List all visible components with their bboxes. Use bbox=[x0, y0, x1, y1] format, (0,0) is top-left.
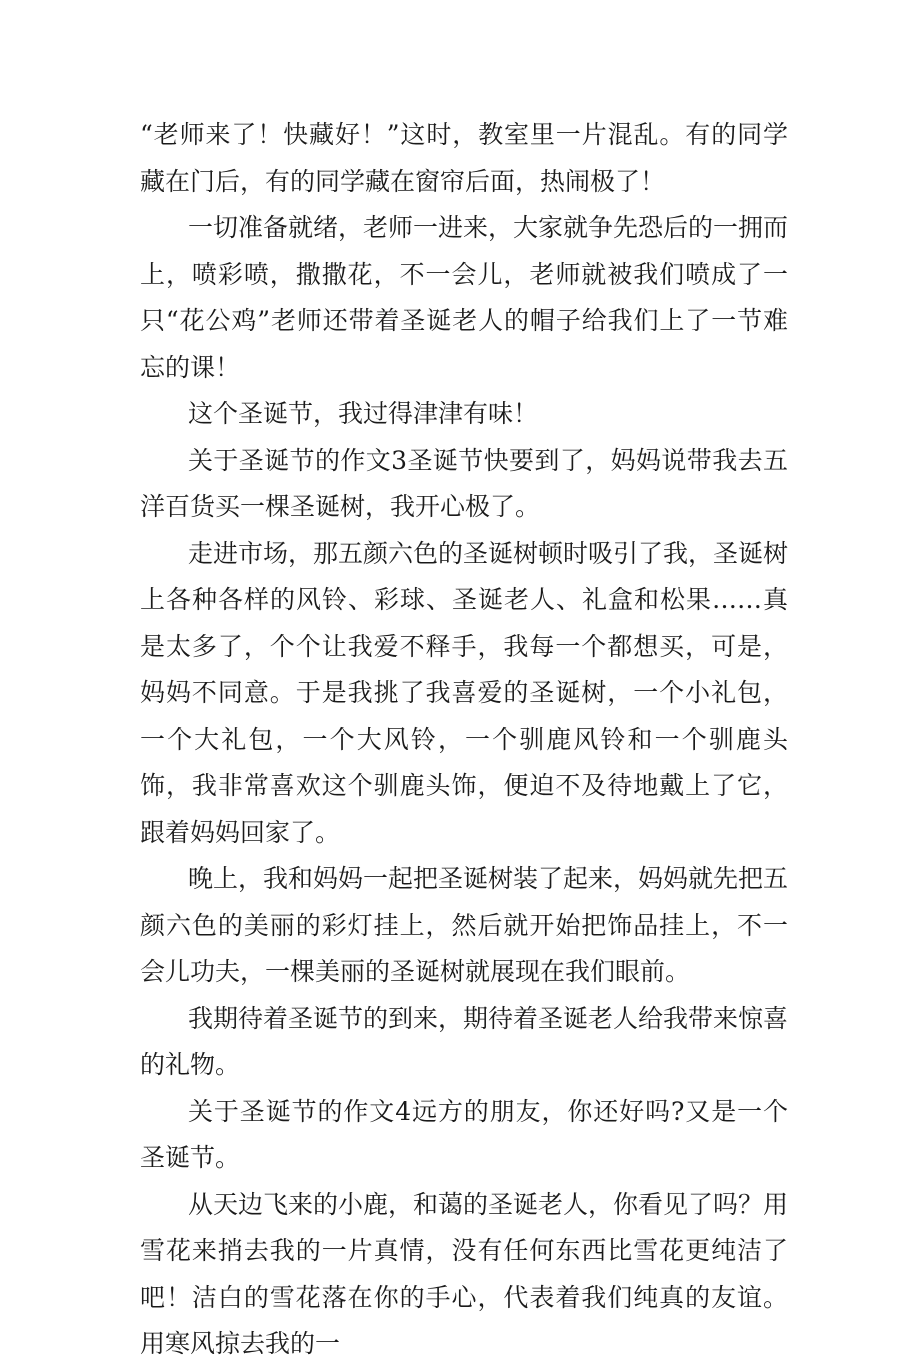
paragraph-2: 一切准备就绪，老师一进来，大家就争先恐后的一拥而上，喷彩喷，撒撒花，不一会儿，老师就被我们喷成了一只“花公鸡”老师还带着圣诞老人的帽子给我们上了一节难忘的课！ bbox=[140, 213, 789, 382]
paragraph-7: 我期待着圣诞节的到来，期待着圣诞老人给我带来惊喜的礼物。 bbox=[140, 1003, 789, 1079]
paragraph-3: 这个圣诞节，我过得津津有味！ bbox=[188, 399, 539, 428]
paragraph-9: 从天边飞来的小鹿，和蔼的圣诞老人，你看见了吗？用雪花来捎去我的一片真情，没有任何东西比雪花更纯洁了吧！洁白的雪花落在你的手心，代表着我们纯真的友谊。用寒风掠去我的一 bbox=[140, 1189, 789, 1358]
paragraph-5: 走进市场，那五颜六色的圣诞树顿时吸引了我，圣诞树上各种各样的风铃、彩球、圣诞老人、礼盒和松果……真是太多了，个个让我爱不释手，我每一个都想买，可是，妈妈不同意。于是我挑了我喜爱的圣诞树，一个小礼包，一个大礼包，一个大风铃，一个驯鹿风铃和一个驯鹿头饰，我非常喜欢这个驯鹿头饰，便迫不及待地戴上了它，跟着妈妈回家了。 bbox=[140, 538, 789, 847]
document-body bbox=[140, 112, 788, 1368]
paragraph-6: 晚上，我和妈妈一起把圣诞树装了起来，妈妈就先把五颜六色的美丽的彩灯挂上，然后就开始把饰品挂上，不一会儿功夫，一棵美丽的圣诞树就展现在我们眼前。 bbox=[140, 864, 789, 986]
paragraph-4: 关于圣诞节的作文3圣诞节快要到了，妈妈说带我去五洋百货买一棵圣诞树，我开心极了。 bbox=[140, 445, 788, 521]
paragraph-8: 关于圣诞节的作文4远方的朋友，你还好吗?又是一个圣诞节。 bbox=[140, 1096, 788, 1172]
paragraph-1: “老师来了！快藏好！”这时，教室里一片混乱。有的同学藏在门后，有的同学藏在窗帘后面，热闹极了！ bbox=[140, 120, 788, 196]
